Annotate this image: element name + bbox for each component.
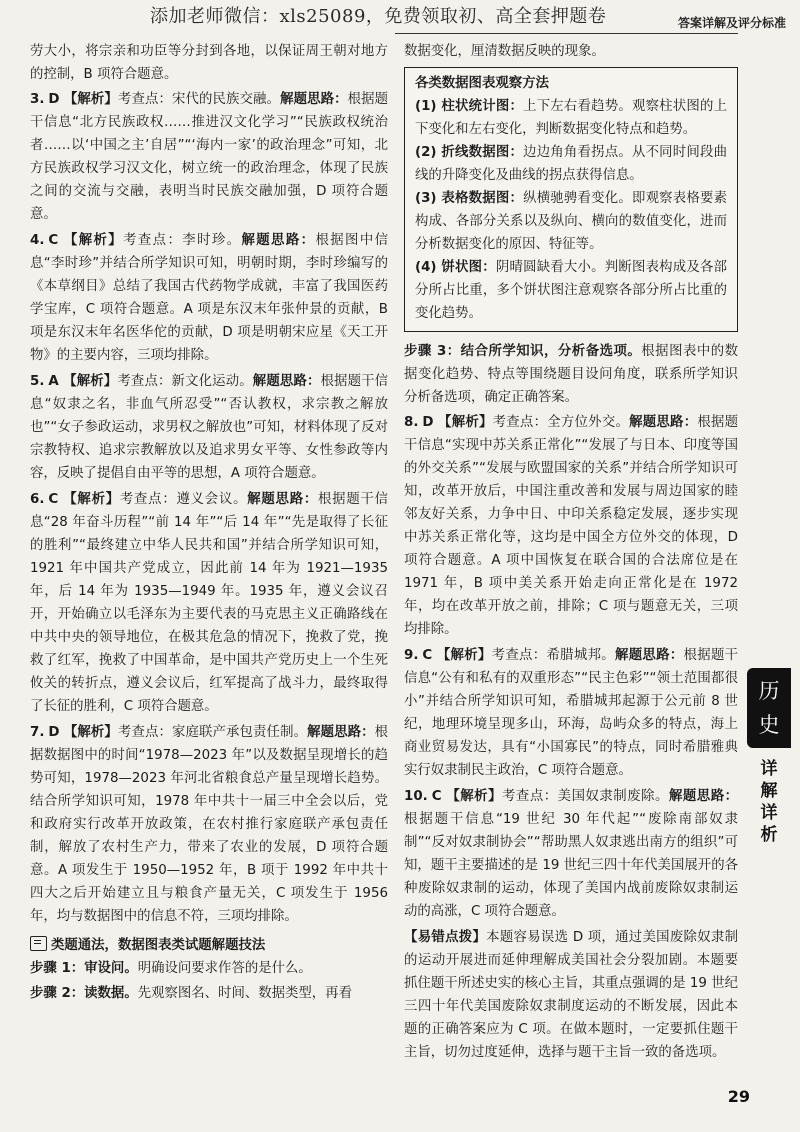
keypoint-text: 家庭联产承包责任制。 [172,725,308,740]
box-row-label: (4) 饼状图： [415,260,496,275]
step-key: 读数据。 [84,986,138,1001]
step-key: 结合所学知识，分析备选项。 [460,344,642,359]
item-answer: D [48,725,60,740]
box-row-label: (1) 柱状统计图： [415,99,524,114]
subject-tab [747,668,791,748]
keypoint-text: 新文化运动。 [171,374,253,389]
keypoint-text: 遵义会议。 [176,492,248,507]
item-number: 6. [30,492,45,507]
keypoint-label: 考查点： [491,648,547,663]
page-number: 29 [727,1087,750,1106]
subject-char: 历 [758,679,780,703]
analysis-tag: 【解析】 [436,648,492,663]
keypoint-text: 希腊城邦。 [546,648,615,663]
side-label-char: 详 [760,803,778,823]
watermark-text: 添加老师微信：xls25089，免费领取初、高全套押题卷 [150,6,607,27]
item-number: 10. [404,789,428,804]
chart-methods-box [404,67,738,332]
answer-item [404,644,738,782]
answer-item [30,488,388,718]
side-label-char: 解 [760,781,778,801]
note-icon [30,936,47,951]
step-key: 审设问。 [84,961,138,976]
box-row-text: 阴晴圆缺看大小。判断图表构成及各部分所占比重，多个饼状图注意观察各部分所占比重的变化趋势。 [415,260,728,321]
side-label-char: 详 [760,759,778,779]
explanation-text: 根据数据图中的时间“1978—2023 年”以及数据呈现增长的趋势可知，1978—2023 年河北省粮食总产量呈现增长趋势。结合所学知识可知，1978 年中共十一届三中全会以后，党和政府实行改革开放政策，在农村推行家庭联产承包责任制，解放了农村生产力，带来了农业的发展，D 项符合题意。A 项发生于 1950—1952 年，B 项于 1992 年中共十四大之后开始建立且与粮食产量无关，C 项发生于 1956 年，均与数据图中的信息不符，三项均排除。 [30,725,389,924]
item-answer: C [431,789,442,804]
explanation-text: 根据题干信息“公有和私有的双重形态”“民主色彩”“领土范围都很小”并结合所学知识可知，希腊城邦起源于公元前 8 世纪，地理环境呈现多山，环海，岛屿众多的特点，海上商业贸易发达，具有“小国寡民”的特点，同时希腊雅典实行奴隶制民主政治，C 项符合题意。 [404,648,739,778]
right-answer-list [404,411,738,923]
step-label: 步骤 3： [404,344,461,359]
item-answer: D [48,92,60,107]
explanation-text: 根据题干信息“实现中苏关系正常化”“发展了与日本、印度等国的外交关系”“发展与欧盟国家的关系”并结合所学知识可知，改革开放后，中国注重改善和发展与周边国家的睦邻友好关系，力争中日、中印关系稳定发展，逐步实现中苏关系正常化等，这均是中国全方位外交的体现，D 项符合题意。A 项中国恢复在联合国的合法席位是在 1971 年，B 项中美关系开始走向正常化是在 1972 年，均在改革开放之前，排除；C 项与题意无关，三项均排除。 [404,415,739,637]
answer-item [30,229,388,367]
idea-label: 解题思路： [307,725,375,740]
keypoint-label: 考查点： [117,92,172,107]
step-text: 明确设问要求作答的是什么。 [137,961,312,976]
side-label-char: 析 [760,825,778,845]
box-row [415,95,727,141]
explanation-text: 根据图中信息“李时珍”并结合所学知识可知，明朝时期，李时珍编写的《本草纲目》总结了我国古代药物学成就，丰富了我国医药学宝库，C 项符合题意。A 项是东汉末年张仲景的贡献，B 项是东汉末年名医华佗的贡献，D 项是明朝宋应星《天工开物》的主要内容，三项均排除。 [30,233,389,363]
keypoint-text: 宋代的民族交融。 [172,92,281,107]
analysis-tag: 【解析】 [63,374,118,389]
continuation-text: 数据变化，厘清数据反映的现象。 [404,44,605,59]
analysis-tag: 【解析】 [63,92,118,107]
keypoint-label: 考查点： [119,492,177,507]
item-number: 4. [30,233,45,248]
explanation-text: 根据题干信息“19 世纪 30 年代起”“废除南部奴隶制”“反对奴隶制协会”“帮助黑人奴隶逃出南方的组织”可知，题干主要描述的是 19 世纪三四十年代美国展开的各种废除奴隶制的运动，体现了美国内战前废除奴隶制运动的高涨，C 项符合题意。 [404,812,738,919]
step-label: 步骤 2： [30,986,85,1001]
keypoint-label: 考查点： [117,374,172,389]
subject-char: 史 [758,713,780,737]
answer-item [404,411,738,641]
analysis-tag: 【解析】 [63,725,118,740]
idea-label: 解题思路： [668,789,739,804]
method-step-1 [30,957,388,980]
error-tip-label: 【易错点拨】 [404,930,487,945]
right-column [404,40,738,1066]
answer-item [30,721,388,928]
header-title: 答案详解及评分标准 [677,16,786,30]
header-divider [395,33,738,34]
keypoint-label: 考查点： [123,233,183,248]
step-text: 先观察图名、时间、数据类型，再看 [137,986,352,1001]
analysis-tag: 【解析】 [438,415,493,430]
idea-label: 解题思路： [629,415,698,430]
box-title: 各类数据图表观察方法 [415,76,549,91]
method-step-2 [30,982,388,1005]
item-number: 3. [30,92,45,107]
box-row [415,256,727,325]
method-section-title [30,934,388,957]
analysis-tag: 【解析】 [63,492,120,507]
explanation-text: 根据题干信息“奴隶之名，非血气所忍受”“否认教权，求宗教之解放也”“女子参政运动，求男权之解放也”可知，材料体现了反对宗教特权、追求宗教解放以及追求男女平等、女性参政等内容，反映了提倡自由平等的思想，A 项符合题意。 [30,374,389,481]
idea-label: 解题思路： [247,492,319,507]
analysis-tag: 【解析】 [63,233,124,248]
error-tip-text: 本题容易误选 D 项，通过美国废除奴隶制的运动开展进而延伸理解成美国社会分裂加剧。本题要抓住题干所述史实的核心主旨，其重点强调的是 19 世纪三四十年代美国废除奴隶制度运动的不断发展，因此本题的正确答案应为 C 项。在做本题时，一定要抓住题干主旨，切勿过度延伸，选择与题干主旨一致的备选项。 [404,930,738,1060]
item-answer: C [48,492,59,507]
keypoint-label: 考查点： [502,789,558,804]
box-row [415,187,727,256]
box-rows [415,95,727,325]
method-step-3 [404,340,738,409]
answer-item [30,88,388,226]
analysis-tag: 【解析】 [446,789,502,804]
idea-label: 解题思路： [615,648,684,663]
step-text: 根据图表中的数据变化趋势、特点等围绕题目设问角度，联系所学知识分析备选项，确定正确答案。 [404,344,739,405]
item-answer: A [48,374,59,389]
explanation-text: 根据题干信息“北方民族政权……推进汉文化学习”“民族政权统治者……以‘中国之主’自居”“‘海内一家’的政治理念”可知，北方民族政权学习汉文化，树立统一的政治理念，体现了民族之间的交流与交融，表明当时民族交融加强，D 项符合题意。 [30,92,389,222]
item-number: 7. [30,725,45,740]
item-answer: C [422,648,433,663]
side-label [752,758,786,846]
box-row-label: (3) 表格数据图： [415,191,524,206]
keypoint-label: 考查点： [492,415,548,430]
box-row-text: 上下左右看趋势。观察柱状图的上下变化和左右变化，判断数据变化特点和趋势。 [415,99,728,137]
keypoint-text: 美国奴隶制废除。 [557,789,669,804]
idea-label: 解题思路： [252,374,321,389]
box-row-text: 边边角角看拐点。从不同时间段曲线的升降变化及曲线的拐点获得信息。 [415,145,728,183]
answer-item [30,370,388,485]
item-answer: D [422,415,434,430]
box-row-label: (2) 折线数据图： [415,145,524,160]
keypoint-label: 考查点： [117,725,172,740]
item-number: 5. [30,374,45,389]
continuation-text: 劳大小，将宗亲和功臣等分封到各地，以保证周王朝对地方的控制，B 项符合题意。 [30,44,388,82]
left-answer-list [30,88,388,928]
idea-label: 解题思路： [280,92,348,107]
keypoint-text: 全方位外交。 [547,415,630,430]
error-tip [404,926,738,1064]
item-answer: C [48,233,59,248]
idea-label: 解题思路： [241,233,316,248]
box-row-text: 纵横驰骋看变化。即观察表格要素构成、各部分关系以及纵向、横向的数值变化，进而分析数据变化的原因、特征等。 [415,191,728,252]
box-row [415,141,727,187]
explanation-text: 根据题干信息“28 年奋斗历程”“前 14 年”“后 14 年”“先是取得了长征的胜利”“最终建立中华人民共和国”并结合所学知识可知，1921 年中国共产党成立，因此前 14 年为 1921—1935 年，后 14 年为 1935—1949 年。1935 年，遵义会议召开，开始确立以毛泽东为主要代表的马克思主义正确路线在中共中央的领导地位，在极其危急的情况下，挽救了党，挽救了红军，挽救了中国革命，是中国共产党历史上一个生死攸关的转折点，遵义会议后，红军提高了战斗力，最终取得了长征的胜利，C 项符合题意。 [30,492,389,714]
step-label: 步骤 1： [30,961,85,976]
item-number: 8. [404,415,419,430]
method-title-text: 类题通法，数据图表类试题解题技法 [51,938,266,953]
answer-item [404,785,738,923]
left-column [30,40,388,1007]
item-number: 9. [404,648,419,663]
keypoint-text: 李时珍。 [182,233,242,248]
